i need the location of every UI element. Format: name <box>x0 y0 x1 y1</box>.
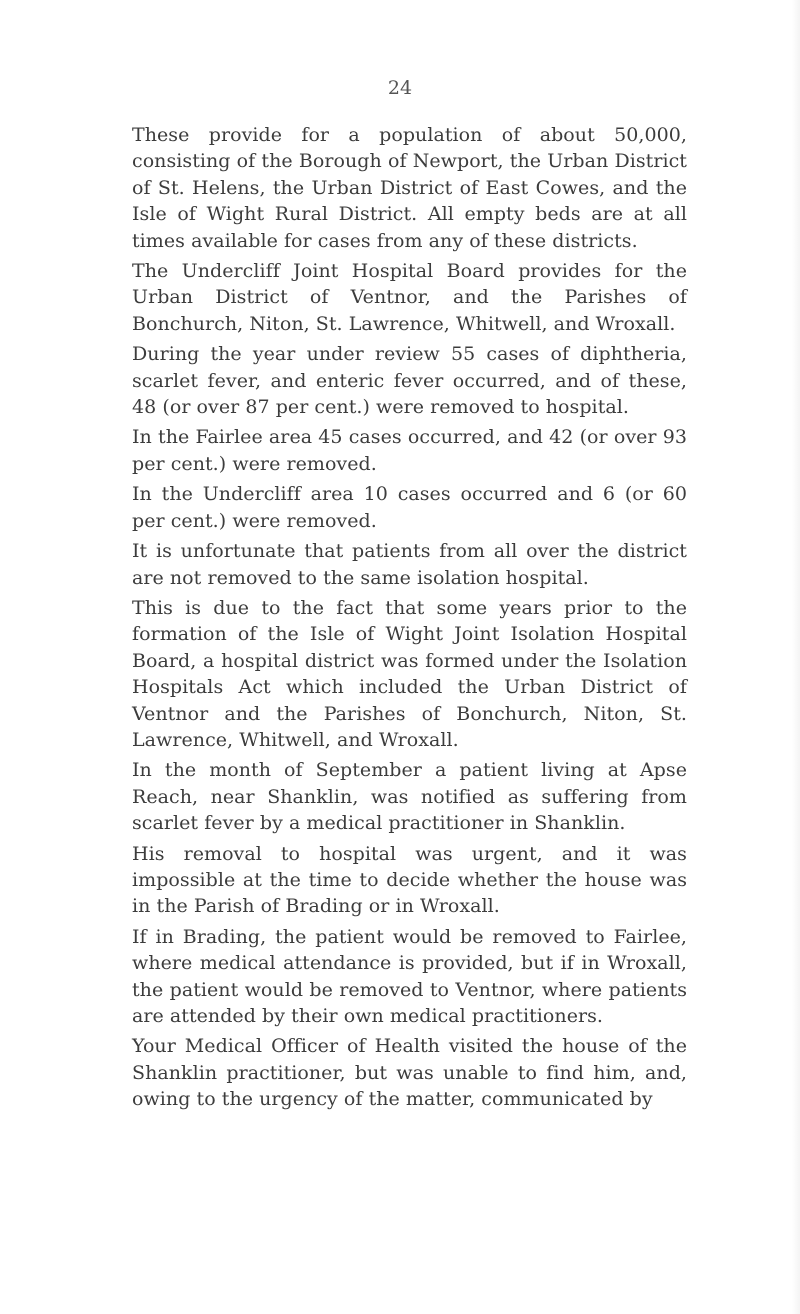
paragraph-1: These provide for a population of about 50,000, consisting of the Borough of Newport, the Urban District of St. Helens, the Urban District of East Cowes, and the Isle of Wight Rural District. All empty beds are at all times available for cases from any of these districts. <box>132 124 687 252</box>
paragraph-3: During the year under review 55 cases of diphtheria, scarlet fever, and enteric fever occurred, and of these, 48 (or over 87 per cent.) were removed to hospital. <box>132 343 687 419</box>
page-number: 24 <box>387 77 413 99</box>
paragraph-2: The Undercliff Joint Hospital Board provides for the Urban District of Ventnor, and the Parishes of Bonchurch, Niton, St. Lawrence, Whitwell, and Wroxall. <box>132 260 687 335</box>
paragraph-10: If in Brading, the patient would be removed to Fairlee, where medical attendance is provided, but if in Wroxall, the patient would be removed to Ventnor, where patients are attended by their own medical practitioners. <box>132 925 687 1027</box>
paragraph-11: Your Medical Officer of Health visited the house of the Shanklin practitioner, but was unable to find him, and, owing to the urgency of the matter, communicated by <box>132 1035 687 1111</box>
paragraph-5: In the Undercliff area 10 cases occurred and 6 (or 60 per cent.) were removed. <box>132 483 687 532</box>
paragraph-8: In the month of September a patient living at Apse Reach, near Shanklin, was notified as suffering from scarlet fever by a medical practitioner in Shanklin. <box>132 759 687 835</box>
paragraph-4: In the Fairlee area 45 cases occurred, and 42 (or over 93 per cent.) were removed. <box>132 426 687 475</box>
page-body <box>132 122 687 1117</box>
paragraph-9: His removal to hospital was urgent, and it was impossible at the time to decide whether the house was in the Parish of Brading or in Wroxall. <box>132 842 687 918</box>
page-edge-shadow <box>792 0 800 1314</box>
paragraph-7: This is due to the fact that some years prior to the formation of the Isle of Wight Joint Isolation Hospital Board, a hospital district was formed under the Isolation Hospitals Act which included the Urban District of Ventnor and the Parishes of Bonchurch, Niton, St. Lawrence, Whitwell, and Wroxall. <box>132 596 687 751</box>
paragraph-6: It is unfortunate that patients from all over the district are not removed to the same isolation hospital. <box>132 540 687 589</box>
